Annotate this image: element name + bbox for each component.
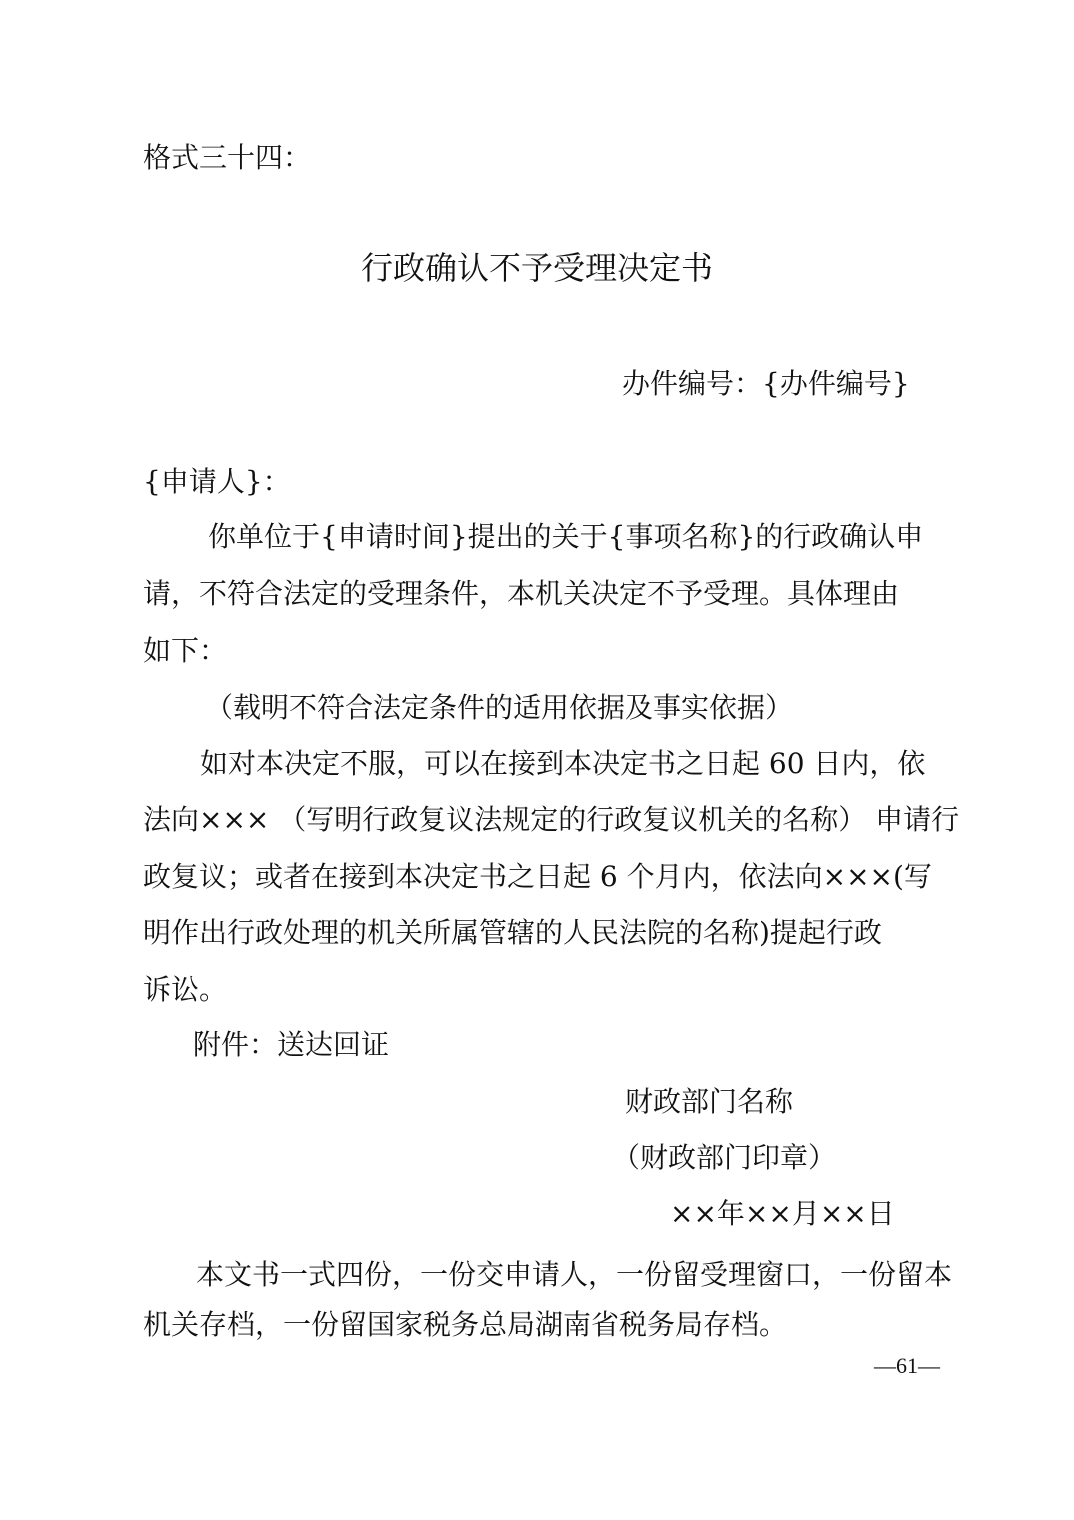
attachment-line: 附件：送达回证 [193,1028,390,1061]
paragraph-line: 诉讼。 [143,973,228,1006]
addressee: {申请人}： [143,465,291,498]
reason-placeholder: （载明不符合法定条件的适用依据及事实依据） [205,691,794,724]
case-number: 办件编号：{办件编号} [622,367,910,400]
page-number: —61— [874,1353,940,1378]
note-line: 机关存档，一份留国家税务总局湖南省税务局存档。 [143,1308,788,1341]
signature-date: ××年××月××日 [670,1197,895,1230]
paragraph-line: 法向××× （写明行政复议法规定的行政复议机关的名称） 申请行 [143,803,960,836]
document-title: 行政确认不予受理决定书 [360,249,713,287]
paragraph-line: 你单位于{申请时间}提出的关于{事项名称}的行政确认申 [208,520,924,553]
signature-seal: （财政部门印章） [612,1141,837,1174]
note-line: 本文书一式四份，一份交申请人，一份留受理窗口，一份留本 [196,1258,953,1291]
paragraph-line: 请，不符合法定的受理条件，本机关决定不予受理。具体理由 [143,577,900,610]
paragraph-line: 政复议；或者在接到本决定书之日起 6 个月内，依法向×××(写 [143,860,932,893]
signature-department: 财政部门名称 [625,1085,794,1118]
format-label: 格式三十四： [143,141,312,174]
paragraph-line: 如下： [143,634,228,667]
paragraph-line: 如对本决定不服，可以在接到本决定书之日起 60 日内，依 [200,747,926,780]
paragraph-line: 明作出行政处理的机关所属管辖的人民法院的名称)提起行政 [143,916,882,949]
